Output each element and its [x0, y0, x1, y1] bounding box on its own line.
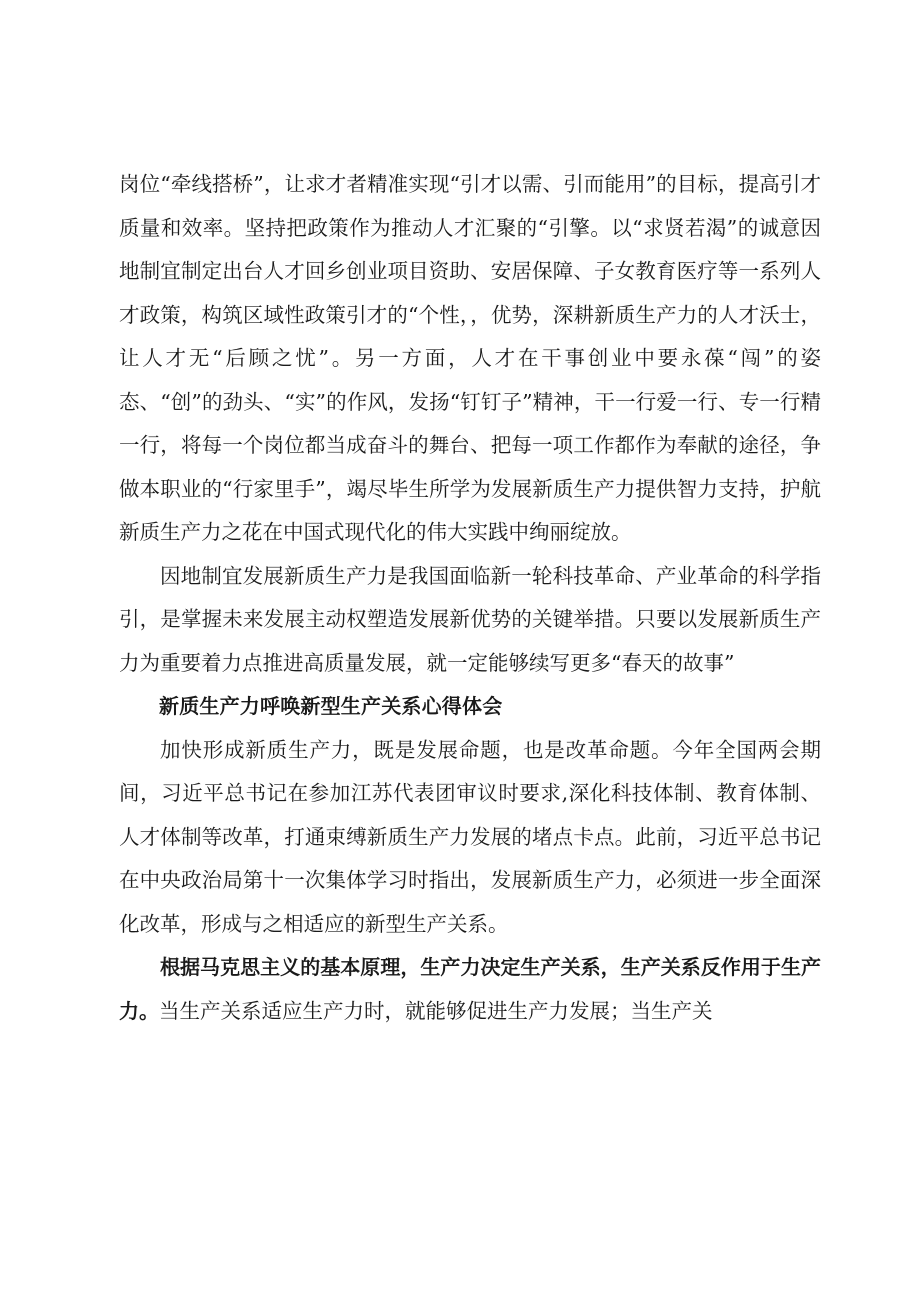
paragraph-marxism-text: 当生产关系适应生产力时，就能够促进生产力发展；当生产关 — [159, 998, 713, 1023]
paragraph-reform: 加快形成新质生产力，既是发展命题，也是改革命题。今年全国两会期间，习近平总书记在参加江苏代表团审议时要求,深化科技体制、教育体制、人才体制等改革，打通束缚新质生产力发展的堵点卡点。此前，习近平总书记在中央政治局第十一次集体学习时指出，发展新质生产力，必须进一步全面深化改革，形成与之相适应的新型生产关系。 — [119, 737, 821, 936]
section-heading: 新质生产力呼唤新型生产关系心得体会 — [159, 694, 503, 718]
paragraph-conclusion: 因地制宜发展新质生产力是我国面临新一轮科技革命、产业革命的科学指引，是掌握未来发展主动权塑造发展新优势的关键举措。只要以发展新质生产力为重要着力点推进高质量发展，就一定能够续写更多“春天的故事” — [119, 563, 821, 675]
paragraph-talent-policy: 岗位“牵线搭桥”，让求才者精准实现“引才以需、引而能用”的目标，提高引才质量和效率。坚持把政策作为推动人才汇聚的“引擎。以“求贤若渴”的诚意因地制宜制定出台人才回乡创业项目资助、安居保障、子女教育医疗等一系列人才政策，构筑区域性政策引才的“个性，，优势，深耕新质生产力的人才沃士，让人才无“后顾之忧”。另一方面，人才在干事创业中要永葆“闯”的姿态、“创”的劲头、“实”的作风，发扬“钉钉子”精神，干一行爱一行、专一行精一行，将每一个岗位都当成奋斗的舞台、把每一项工作都作为奉献的途径，争做本职业的“行家里手”，竭尽毕生所学为发展新质生产力提供智力支持，护航新质生产力之花在中国式现代化的伟大实践中绚丽绽放。 — [119, 172, 821, 544]
bold-lead-sentence: 根据马克思主义的基本原理，生产力决定生产关系，生产关系反作用于生产力。 — [119, 955, 821, 1023]
paragraph-marxism — [119, 946, 821, 1033]
document-body — [119, 163, 821, 1033]
